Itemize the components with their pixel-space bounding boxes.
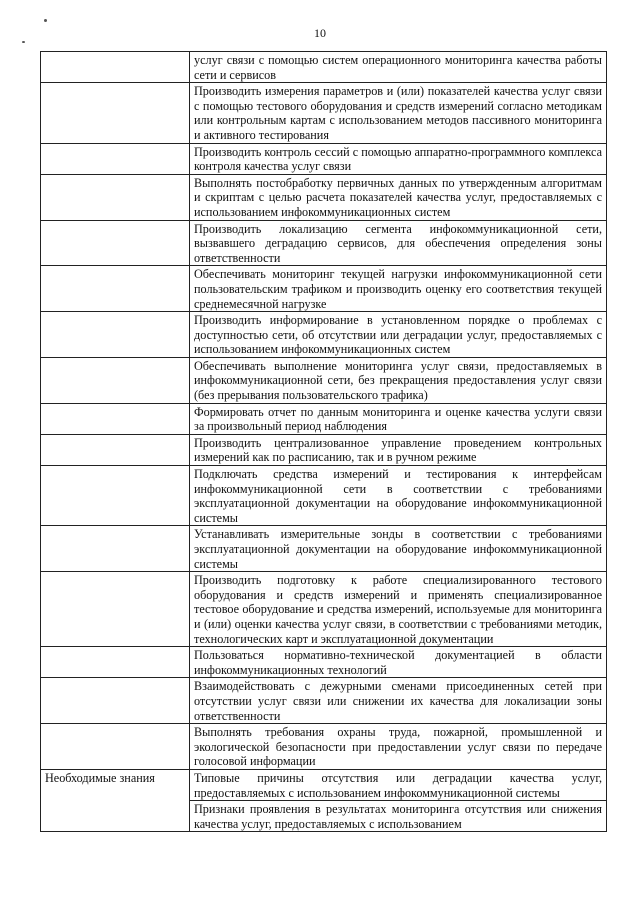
table-row xyxy=(41,724,607,770)
skill-item: услуг связи с помощью систем операционного мониторинга качества работы сети и сервисов xyxy=(190,52,607,83)
skill-item: Производить измерения параметров и (или) показателей качества услуг связи с помощью тестового оборудования и средств измерений согласно методикам или контрольным картам с использованием методов пассивного мониторинга и активного тестирования xyxy=(190,83,607,143)
skill-item: Производить локализацию сегмента инфокоммуникационной сети, вызвавшего деградацию сервисов, для обеспечения определения зоны ответственности xyxy=(190,220,607,266)
skill-item: Обеспечивать мониторинг текущей нагрузки инфокоммуникационной сети пользовательским трафиком и производить оценку его соответствия текущей среднемесячной нагрузке xyxy=(190,266,607,312)
page-number: 10 xyxy=(314,26,326,40)
table-row xyxy=(41,312,607,358)
knowledge-item-text: Признаки проявления в результатах мониторинга отсутствия или снижения качества услуг, предоставляемых с использованием xyxy=(194,802,602,831)
knowledge-label: Необходимые знания xyxy=(41,769,190,831)
qualification-table xyxy=(40,51,607,832)
table-row xyxy=(41,174,607,220)
skill-item: Обеспечивать выполнение мониторинга услуг связи, предоставляемых в инфокоммуникационной сети, без прекращения предоставления услуг связи (без прерывания пользовательского трафика) xyxy=(190,357,607,403)
table-row xyxy=(41,769,607,800)
table-row xyxy=(41,52,607,83)
skill-item: Производить централизованное управление проведением контрольных измерений как по расписанию, так и в ручном режиме xyxy=(190,434,607,465)
table-row xyxy=(41,220,607,266)
skill-item: Выполнять постобработку первичных данных по утвержденным алгоритмам и скриптам с целью расчета показателей качества услуг, предоставляемых с использованием инфокоммуникационных систем xyxy=(190,174,607,220)
table-row xyxy=(41,647,607,678)
table-row xyxy=(41,526,607,572)
scan-speck xyxy=(22,41,25,43)
skill-item: Подключать средства измерений и тестирования к интерфейсам инфокоммуникационной сети в соответствии с требованиями эксплуатационной документации на оборудование инфокоммуникационной системы xyxy=(190,466,607,526)
skill-item: Пользоваться нормативно-технической документацией в области инфокоммуникационных технологий xyxy=(190,647,607,678)
scan-speck xyxy=(44,19,47,22)
skill-item: Производить контроль сессий с помощью аппаратно-программного комплекса контроля качества услуг связи xyxy=(190,143,607,174)
table-row xyxy=(41,357,607,403)
skill-item: Производить информирование в установленном порядке о проблемах с доступностью сети, об отсутствии или деградации услуг, предоставляемых с использованием инфокоммуникационных систем xyxy=(190,312,607,358)
table-row xyxy=(41,143,607,174)
table-row xyxy=(41,83,607,143)
skill-item: Формировать отчет по данным мониторинга и оценке качества услуги связи за произвольный период наблюдения xyxy=(190,403,607,434)
skill-item: Взаимодействовать с дежурными сменами присоединенных сетей при отсутствии услуг связи или снижении их качества для локализации зоны ответственности xyxy=(190,678,607,724)
table-row xyxy=(41,434,607,465)
table-row xyxy=(41,403,607,434)
knowledge-item xyxy=(190,801,607,832)
skill-item: Устанавливать измерительные зонды в соответствии с требованиями эксплуатационной документации на оборудование инфокоммуникационной системы xyxy=(190,526,607,572)
table-row xyxy=(41,678,607,724)
knowledge-item: Типовые причины отсутствия или деградации качества услуг, предоставляемых с использованием инфокоммуникационной системы xyxy=(190,769,607,800)
skill-item: Выполнять требования охраны труда, пожарной, промышленной и экологической безопасности при предоставлении услуг связи по передаче голосовой информации xyxy=(190,724,607,770)
table-row xyxy=(41,572,607,647)
skill-item: Производить подготовку к работе специализированного тестового оборудования и средств измерений и применять специализированное тестовое оборудование и средства измерений, используемые для мониторинга и (или) оценки качества услуг связи, в соответствии с требованиями методик, технологических карт и эксплуатационной документации xyxy=(190,572,607,647)
table-row xyxy=(41,466,607,526)
table-row xyxy=(41,266,607,312)
